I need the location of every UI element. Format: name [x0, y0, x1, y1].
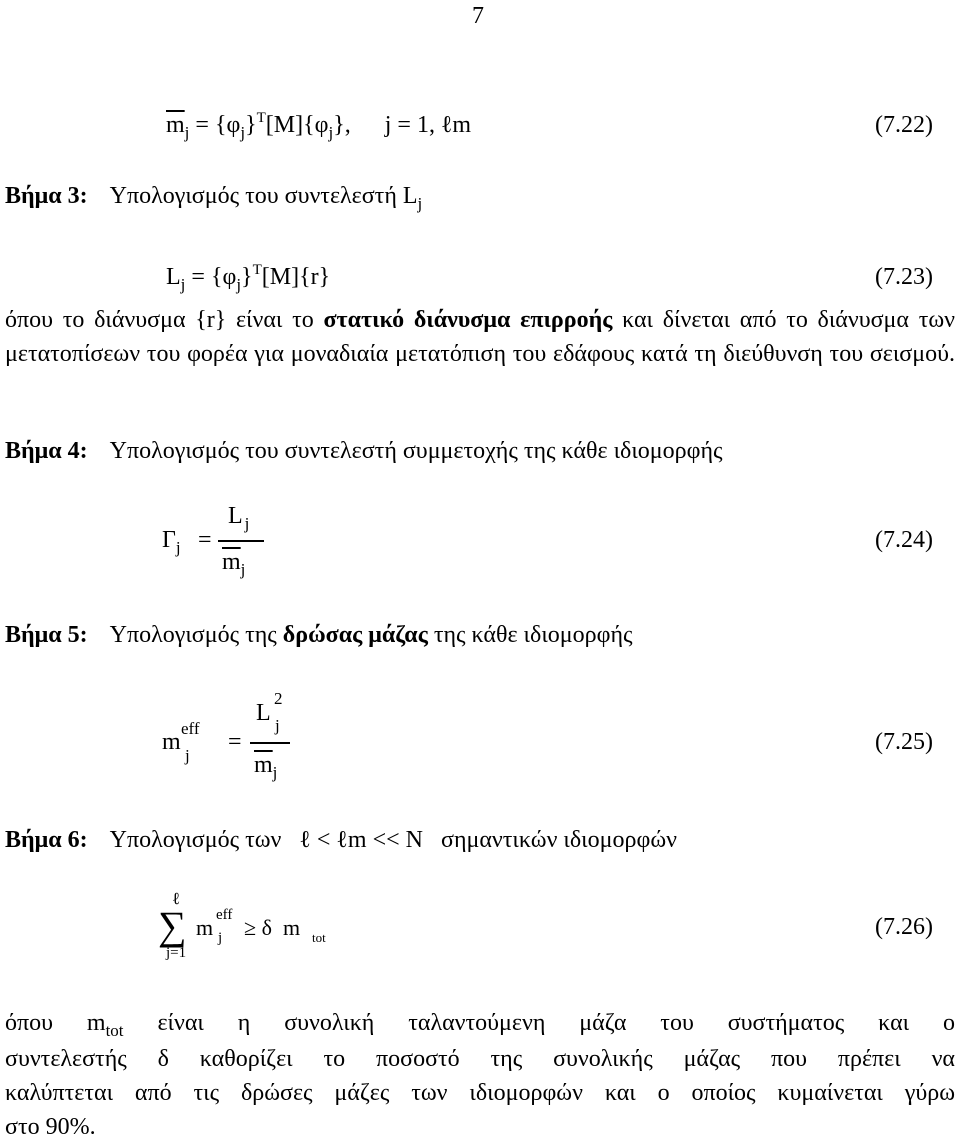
eq-subscript: j — [184, 123, 190, 142]
step-text: Υπολογισμός των — [109, 827, 282, 853]
eq-denominator: $\overline{m}$ — [222, 549, 241, 575]
step-text: Υπολογισμός της — [109, 622, 277, 648]
eq-subscript: j — [180, 275, 186, 294]
para-line: καλύπτεται από τις δρώσες μάζες των ιδιομορφών και ο οποίος κυμαίνεται γύρω — [5, 1080, 955, 1106]
equation-number: (7.22) — [875, 112, 933, 138]
eq-symbol: [M]{φ — [265, 112, 329, 138]
eq-symbol: = — [198, 527, 212, 553]
para-line: συντελεστής δ καθορίζει το ποσοστό της συνολικής μάζας που πρέπει να — [5, 1046, 955, 1072]
fraction-bar — [218, 540, 264, 542]
equation-number: (7.25) — [875, 729, 933, 755]
eq-symbol: {φ — [214, 112, 241, 138]
para-line: στο 90%. — [5, 1114, 96, 1140]
eq-symbol: = — [195, 112, 209, 138]
eq-subscript: tot — [105, 1021, 124, 1040]
step-label: Βήμα 5: — [5, 622, 88, 648]
equation-number: (7.26) — [875, 914, 933, 940]
para-text: είναι η συνολική ταλαντούμενη μάζα του συστήματος και ο — [157, 1010, 955, 1036]
eq-superscript: T — [252, 262, 262, 278]
para-line — [5, 1006, 955, 1042]
equation-7-22 — [166, 110, 472, 142]
eq-subscript: tot — [312, 930, 326, 945]
step-label: Βήμα 6: — [5, 827, 88, 853]
eq-superscript: T — [256, 110, 266, 126]
eq-subscript: j — [240, 123, 246, 142]
eq-subscript: j — [218, 930, 223, 946]
eq-numerator: L — [228, 503, 243, 529]
eq-subscript: j — [417, 194, 423, 213]
eq-subscript: j — [240, 560, 246, 579]
eq-subscript: j — [236, 275, 242, 294]
eq-superscript: 2 — [274, 689, 283, 708]
paragraph-influence-vector — [5, 303, 955, 371]
eq-subscript: j — [272, 763, 278, 782]
eq-symbol: } — [241, 264, 253, 290]
step-text: της κάθε ιδιομορφής — [433, 622, 633, 648]
step-text: Υπολογισμός του συντελεστή L — [109, 183, 418, 209]
equation-number: (7.24) — [875, 527, 933, 553]
step-math: ℓ < ℓm << N — [299, 827, 423, 853]
eq-subscript: j — [175, 538, 181, 557]
paragraph-total-mass — [5, 1006, 955, 1144]
eq-subscript: j — [244, 514, 250, 533]
sum-upper-limit: ℓ — [172, 889, 181, 908]
eq-range: j = 1, ℓm — [384, 112, 472, 138]
para-bold-term: στατικό διάνυσμα επιρροής — [323, 307, 613, 333]
step-text: σημαντικών ιδιομορφών — [441, 827, 677, 853]
page-number: 7 — [472, 3, 484, 29]
step-3-heading — [5, 183, 423, 213]
para-text: και δίνεται από το διάνυσμα των μετατοπίσεων του φορέα για μοναδιαία μετατόπιση του εδάφους κατά τη διεύθυνση του σεισμού. — [5, 307, 955, 367]
eq-symbol: = — [228, 729, 242, 755]
step-6-heading — [5, 828, 677, 852]
eq-numerator: L — [256, 700, 271, 726]
eq-superscript: eff — [181, 719, 200, 738]
step-bold-term: δρώσας μάζας — [282, 622, 428, 648]
step-label: Βήμα 4: — [5, 438, 88, 464]
eq-subscript: j — [275, 716, 280, 735]
eq-symbol: m — [196, 915, 214, 940]
eq-subscript: j — [328, 123, 334, 142]
eq-symbol: } — [245, 112, 257, 138]
eq-superscript: eff — [216, 907, 233, 923]
eq-symbol: = {φ — [191, 264, 237, 290]
step-4-heading — [5, 439, 723, 463]
step-5-heading — [5, 623, 633, 647]
eq-subscript: j — [185, 746, 190, 765]
eq-symbol: ≥ δ m — [244, 915, 301, 940]
eq-symbol: m — [162, 729, 181, 755]
eq-symbol: [M]{r} — [261, 264, 331, 290]
sum-lower-limit: j=1 — [166, 945, 187, 961]
step-text: Υπολογισμός του συντελεστή συμμετοχής της κάθε ιδιομορφής — [109, 438, 723, 464]
step-label: Βήμα 3: — [5, 183, 88, 209]
fraction-bar — [250, 742, 290, 744]
eq-symbol: L — [166, 264, 181, 290]
para-text: όπου m — [5, 1010, 106, 1036]
eq-denominator: $\overline{m}$ — [254, 752, 273, 778]
equation-number: (7.23) — [875, 264, 933, 290]
eq-symbol: Γ — [162, 527, 176, 553]
eq-symbol: }, — [333, 112, 351, 138]
eq-symbol: $\overline{m}$ — [166, 112, 185, 138]
sum-sign: ∑ — [158, 903, 187, 948]
equation-7-23 — [166, 262, 331, 294]
para-text: όπου το διάνυσμα {r} είναι το — [5, 307, 314, 333]
